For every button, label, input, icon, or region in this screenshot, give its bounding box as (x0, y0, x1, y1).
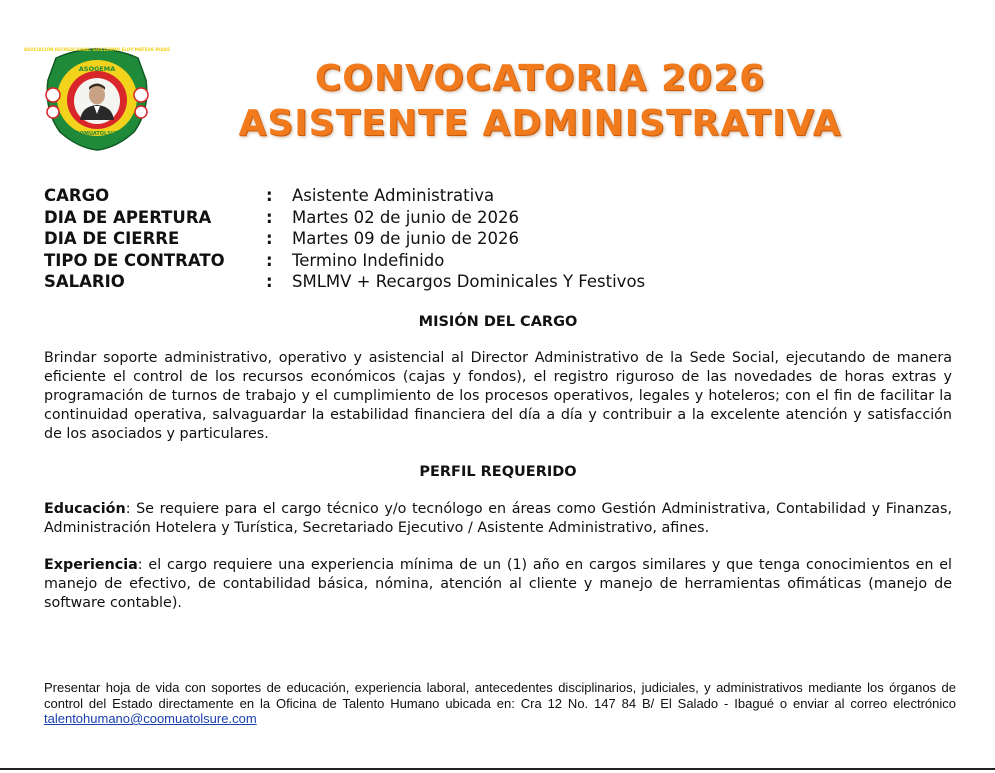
field-colon: : (266, 186, 273, 206)
educacion-text: : Se requiere para el cargo técnico y/o tecnólogo en áreas como Gestión Administrativa, Contabilidad y Finanzas, Administración Hotelera y Turística, Secretariado Ejecutivo / Asistente Administrativo, afines. (44, 501, 952, 536)
svg-text:ASOCIACIÓN RECREACIONAL GUILLE (24, 47, 170, 52)
job-fields (44, 185, 645, 293)
association-logo (24, 40, 170, 152)
mision-text: Brindar soporte administrativo, operativo y asistencial al Director Administrativo de la Sede Social, ejecutando de manera eficiente el control de los recursos económicos (cajas y fondos), el registro riguroso de las novedades de horas extras y programación de turnos de trabajo y el cumplimiento de los procesos operativos, legales y hoteleros; con el fin de facilitar la continuidad operativa, salvaguardar la estabilidad financiera del día a día y contribuir a la excelente atención y satisfacción de los asociados y particulares. (44, 350, 952, 442)
logo-top-text: ASOCIACIÓN RECREACIONAL GUILLERMO ELOY MATEUS ROJAS (24, 47, 170, 52)
field-value: Martes 09 de junio de 2026 (292, 229, 519, 249)
field-row-salario (44, 271, 645, 293)
educacion-paragraph (44, 500, 952, 538)
email-link[interactable]: talentohumano@coomuatolsure.com (44, 711, 257, 726)
logo-bottom-text: COOMUATOLSURE (71, 131, 123, 137)
field-label: SALARIO (44, 272, 125, 292)
field-row-contrato (44, 250, 645, 272)
field-value: Martes 02 de junio de 2026 (292, 207, 519, 227)
field-value: SMLMV + Recargos Dominicales Y Festivos (292, 272, 646, 292)
perfil-heading: PERFIL REQUERIDO (419, 464, 577, 480)
field-label: DIA DE APERTURA (44, 207, 212, 227)
bottom-divider (0, 768, 995, 770)
footer-instructions (44, 680, 956, 727)
field-colon: : (266, 229, 273, 249)
field-value: Termino Indefinido (292, 250, 445, 270)
field-label: DIA DE CIERRE (44, 229, 180, 249)
title-line-1: CONVOCATORIA 2026 (314, 58, 766, 99)
educacion-label: Educación (44, 501, 126, 517)
experiencia-label: Experiencia (44, 557, 138, 573)
experiencia-text: : el cargo requiere una experiencia mínima de un (1) año en cargos similares y que tenga conocimientos en el manejo de efectivo, de contabilidad básica, nómina, atención al cliente y manejo de herramientas ofimáticas (manejo de software contable). (44, 557, 952, 611)
field-label: TIPO DE CONTRATO (44, 250, 225, 270)
title-line-2: ASISTENTE ADMINISTRATIVA (238, 103, 842, 144)
field-colon: : (266, 207, 273, 227)
field-value: Asistente Administrativa (292, 186, 495, 206)
field-colon: : (266, 250, 273, 270)
field-label: CARGO (44, 186, 110, 206)
field-row-cargo (44, 185, 645, 207)
svg-text:COOMUATOLSURE (72, 131, 123, 137)
svg-text:ASOGEMA (79, 65, 116, 73)
field-row-apertura (44, 207, 645, 229)
footer-text: Presentar hoja de vida con soportes de educación, experiencia laboral, antecedentes disciplinarios, judiciales, y administrativos mediante los órganos de control del Estado directamente en la Oficina de Talento Humano ubicada en: Cra 12 No. 147 84 B/ El Salado - Ibagué o enviar al correo electrónico (44, 680, 956, 711)
field-colon: : (266, 272, 273, 292)
mision-heading: MISIÓN DEL CARGO (418, 314, 578, 330)
field-row-cierre (44, 228, 645, 250)
logo-acronym: ASOGEMA (78, 65, 116, 73)
experiencia-paragraph (44, 556, 952, 613)
